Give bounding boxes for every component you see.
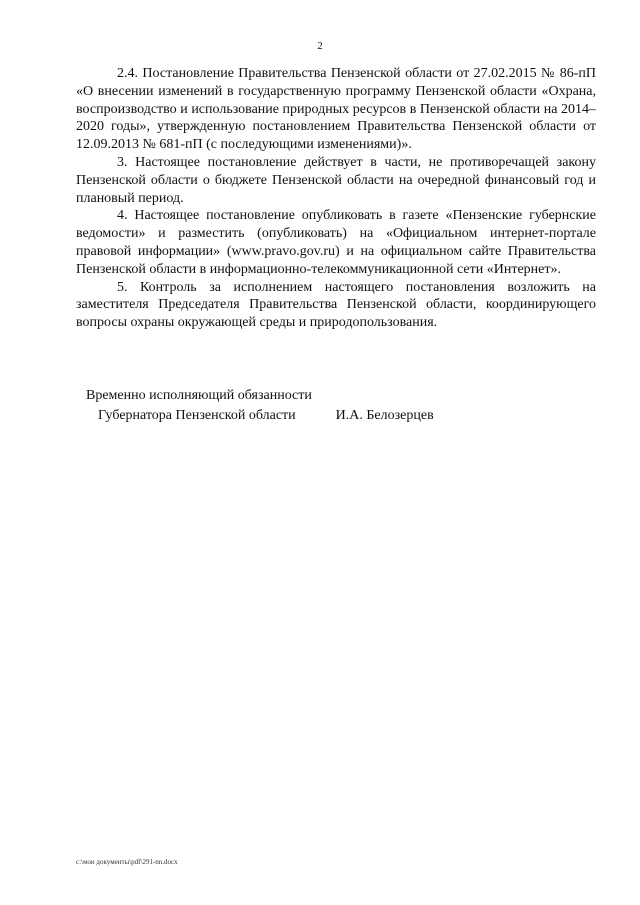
document-body	[76, 65, 596, 332]
paragraph-5: 5. Контроль за исполнением настоящего постановления возложить на заместителя Председателя Правительства Пензенской области, координирующего вопросы охраны окружающей среды и природопользования.	[76, 279, 596, 331]
signature-block	[86, 386, 506, 426]
signatory-name: И.А. Белозерцев	[335, 408, 434, 423]
signatory-title-line-1: Временно исполняющий обязанности	[86, 388, 312, 403]
paragraph-2-4: 2.4. Постановление Правительства Пензенской области от 27.02.2015 № 86-пП «О внесении изменений в государственную программу Пензенской области «Охрана, воспроизводство и использование природных ресурсов в Пензенской области на 2014–2020 годы», утвержденную постановлением Правительства Пензенской области от 12.09.2013 № 681-пП (с последующими изменениями)».	[76, 66, 596, 153]
paragraph-3: 3. Настоящее постановление действует в части, не противоречащей закону Пензенской области о бюджете Пензенской области на очередной финансовый год и плановый период.	[76, 154, 596, 206]
signatory-title-line-2-row	[86, 406, 506, 426]
paragraph-4: 4. Настоящее постановление опубликовать в газете «Пензенские губернские ведомости» и разместить (опубликовать) на «Официальном интернет-портале правовой информации» (www.pravo.gov.ru) и на официальном сайте Правительства Пензенской области в информационно-телекоммуникационной сети «Интернет».	[76, 208, 596, 277]
footer-file-path: c:\мои документы\pdf\291-nn.docx	[76, 858, 178, 866]
signatory-title-line-2: Губернатора Пензенской области	[98, 408, 296, 423]
page-number: 2	[317, 40, 323, 52]
